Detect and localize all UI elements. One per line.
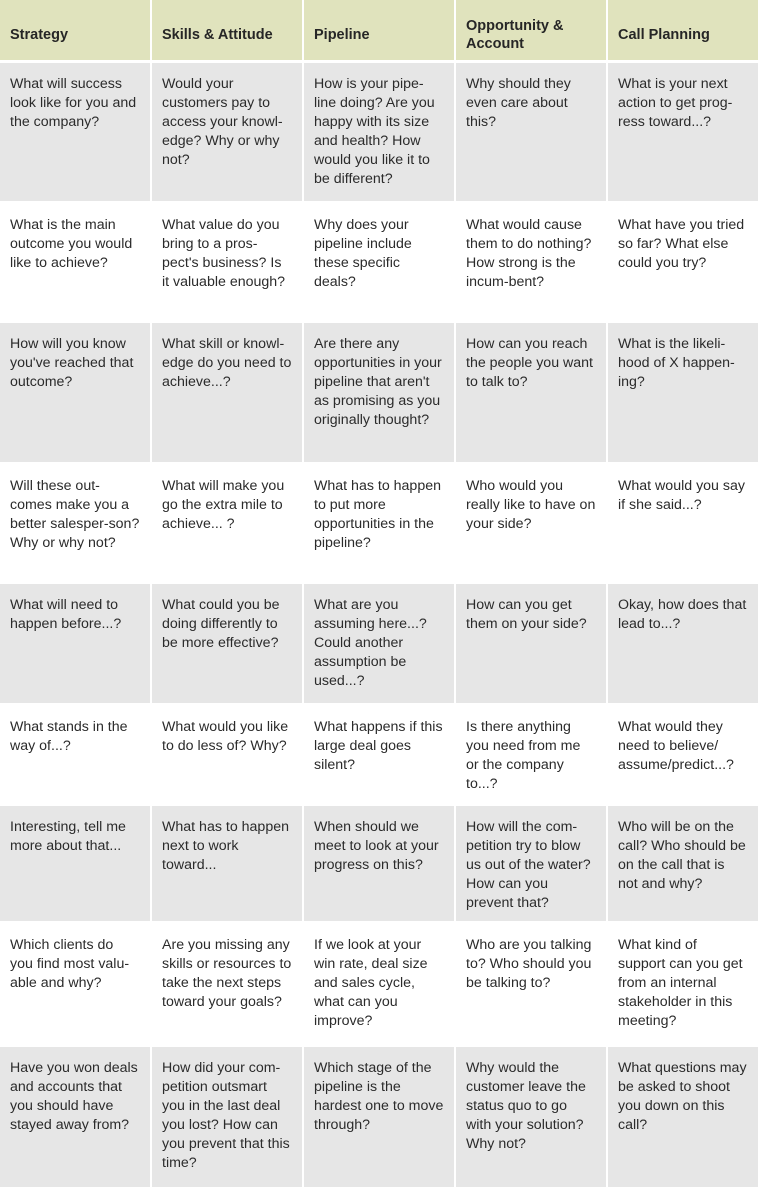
- table-cell: Are there any opportunities in your pipeline that aren't as promising as you originally thought?: [304, 320, 454, 462]
- column-header-skills-attitude: Skills & Attitude: [152, 0, 302, 60]
- table-cell: Why does your pipeline include these specific deals?: [304, 201, 454, 320]
- table-cell: Okay, how does that lead to...?: [608, 581, 758, 703]
- table-cell: Who are you talking to? Who should you be talking to?: [456, 921, 606, 1044]
- table-cell: Are you missing any skills or resources to take the next steps toward your goals?: [152, 921, 302, 1044]
- column-header-call-planning: Call Planning: [608, 0, 758, 60]
- table-cell: What is your next action to get prog-ress toward...?: [608, 60, 758, 201]
- table-cell: How can you reach the people you want to talk to?: [456, 320, 606, 462]
- table-cell: How can you get them on your side?: [456, 581, 606, 703]
- table-cell: What could you be doing differently to be more effective?: [152, 581, 302, 703]
- table-cell: What would you like to do less of? Why?: [152, 703, 302, 803]
- table-cell: How is your pipe-line doing? Are you happy with its size and health? How would you like it to be different?: [304, 60, 454, 201]
- table-cell: What would cause them to do nothing? How strong is the incum-bent?: [456, 201, 606, 320]
- table-cell: Which stage of the pipeline is the hardest one to move through?: [304, 1044, 454, 1187]
- table-cell: What has to happen to put more opportunities in the pipeline?: [304, 462, 454, 581]
- table-cell: What is the likeli-hood of X happen-ing?: [608, 320, 758, 462]
- table-cell: What will success look like for you and the company?: [0, 60, 150, 201]
- table-cell: What skill or knowl-edge do you need to achieve...?: [152, 320, 302, 462]
- table-cell: What are you assuming here...? Could another assumption be used...?: [304, 581, 454, 703]
- table-cell: If we look at your win rate, deal size and sales cycle, what can you improve?: [304, 921, 454, 1044]
- table-cell: Interesting, tell me more about that...: [0, 803, 150, 921]
- column-header-strategy: Strategy: [0, 0, 150, 60]
- table-cell: What will make you go the extra mile to achieve... ?: [152, 462, 302, 581]
- table-cell: Is there anything you need from me or the company to...?: [456, 703, 606, 803]
- table-cell: What questions may be asked to shoot you down on this call?: [608, 1044, 758, 1187]
- table-cell: What will need to happen before...?: [0, 581, 150, 703]
- table-cell: How will you know you've reached that outcome?: [0, 320, 150, 462]
- table-cell: What have you tried so far? What else could you try?: [608, 201, 758, 320]
- table-cell: Why should they even care about this?: [456, 60, 606, 201]
- table-cell: Why would the customer leave the status quo to go with your solution? Why not?: [456, 1044, 606, 1187]
- table-cell: How will the com-petition try to blow us out of the water? How can you prevent that?: [456, 803, 606, 921]
- table-cell: Who would you really like to have on your side?: [456, 462, 606, 581]
- table-cell: What is the main outcome you would like to achieve?: [0, 201, 150, 320]
- table-cell: What has to happen next to work toward...: [152, 803, 302, 921]
- table-cell: What happens if this large deal goes silent?: [304, 703, 454, 803]
- column-header-opportunity-account: Opportunity & Account: [456, 0, 606, 60]
- table-cell: What kind of support can you get from an internal stakeholder in this meeting?: [608, 921, 758, 1044]
- table-cell: When should we meet to look at your progress on this?: [304, 803, 454, 921]
- table-cell: What would you say if she said...?: [608, 462, 758, 581]
- table-cell: Would your customers pay to access your knowl-edge? Why or why not?: [152, 60, 302, 201]
- table-cell: What would they need to believe/ assume/predict...?: [608, 703, 758, 803]
- table-cell: How did your com-petition outsmart you in the last deal you lost? How can you prevent that this time?: [152, 1044, 302, 1187]
- table-cell: Have you won deals and accounts that you should have stayed away from?: [0, 1044, 150, 1187]
- table-cell: What stands in the way of...?: [0, 703, 150, 803]
- table-cell: Who will be on the call? Who should be on the call that is not and why?: [608, 803, 758, 921]
- table-cell: Which clients do you find most valu-able and why?: [0, 921, 150, 1044]
- column-header-pipeline: Pipeline: [304, 0, 454, 60]
- table-cell: Will these out-comes make you a better salesper-son? Why or why not?: [0, 462, 150, 581]
- table-cell: What value do you bring to a pros-pect's business? Is it valuable enough?: [152, 201, 302, 320]
